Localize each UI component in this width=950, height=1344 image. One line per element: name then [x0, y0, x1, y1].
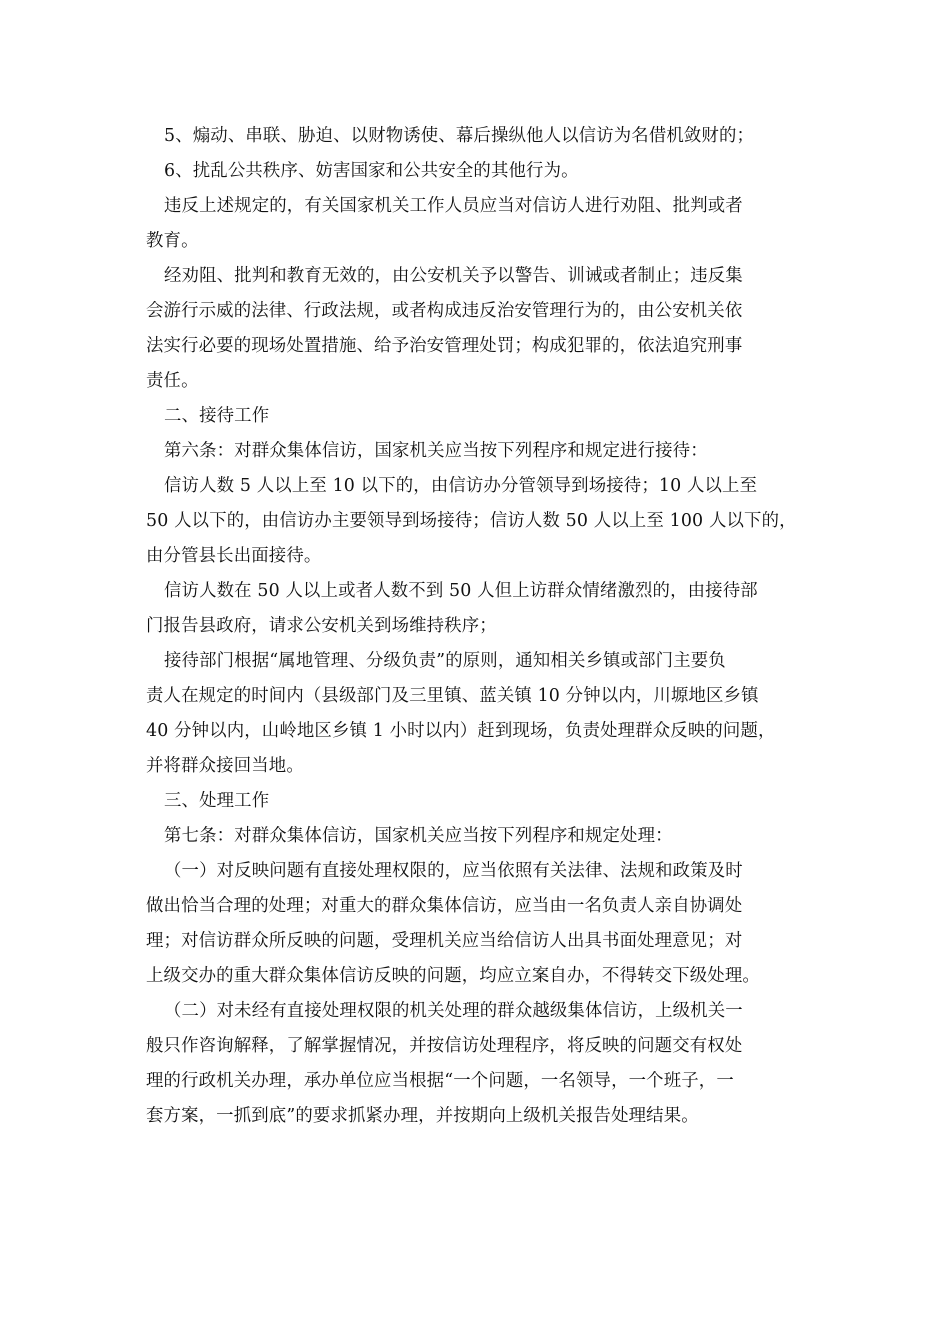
text-line: 经劝阻、批判和教育无效的，由公安机关予以警告、训诫或者制止；违反集: [164, 266, 743, 286]
text-line: 违反上述规定的，有关国家机关工作人员应当对信访人进行劝阻、批判或者: [164, 196, 743, 216]
section-heading: 二、接待工作: [164, 406, 270, 426]
text-line: 第六条：对群众集体信访，国家机关应当按下列程序和规定进行接待：: [164, 441, 708, 461]
text-line: 信访人数在 50 人以上或者人数不到 50 人但上访群众情绪激烈的，由接待部: [164, 581, 758, 601]
text-line: 会游行示威的法律、行政法规，或者构成违反治安管理行为的，由公安机关依: [146, 301, 743, 321]
text-line: 50 人以下的，由信访办主要领导到场接待；信访人数 50 人以上至 100 人以下的，: [146, 511, 797, 531]
text-line: 责人在规定的时间内（县级部门及三里镇、蓝关镇 10 分钟以内，川塬地区乡镇: [146, 686, 759, 706]
text-line: 责任。: [146, 371, 199, 391]
text-line: 由分管县长出面接待。: [146, 546, 322, 566]
text-line: 并将群众接回当地。: [146, 756, 304, 776]
text-line: 5、煽动、串联、胁迫、以财物诱使、幕后操纵他人以信访为名借机敛财的；: [164, 126, 755, 146]
text-line: 教育。: [146, 231, 199, 251]
text-line: 理；对信访群众所反映的问题，受理机关应当给信访人出具书面处理意见；对: [146, 931, 743, 951]
text-line: 法实行必要的现场处置措施、给予治安管理处罚；构成犯罪的，依法追究刑事: [146, 336, 743, 356]
text-line: 接待部门根据“属地管理、分级负责”的原则，通知相关乡镇或部门主要负: [164, 651, 726, 671]
text-line: 理的行政机关办理，承办单位应当根据“一个问题，一名领导，一个班子，一: [146, 1071, 734, 1091]
text-line: 第七条：对群众集体信访，国家机关应当按下列程序和规定处理：: [164, 826, 673, 846]
text-line: 40 分钟以内，山岭地区乡镇 1 小时以内）赶到现场，负责处理群众反映的问题，: [146, 721, 776, 741]
text-line: （二）对未经有直接处理权限的机关处理的群众越级集体信访，上级机关一: [164, 1001, 743, 1021]
text-line: 做出恰当合理的处理；对重大的群众集体信访，应当由一名负责人亲自协调处: [146, 896, 743, 916]
text-line: 套方案，一抓到底”的要求抓紧办理，并按期向上级机关报告处理结果。: [146, 1106, 699, 1126]
text-line: 般只作咨询解释，了解掌握情况，并按信访处理程序，将反映的问题交有权处: [146, 1036, 743, 1056]
text-line: （一）对反映问题有直接处理权限的，应当依照有关法律、法规和政策及时: [164, 861, 743, 881]
text-line: 信访人数 5 人以上至 10 以下的，由信访办分管领导到场接待；10 人以上至: [164, 476, 758, 496]
text-line: 6、扰乱公共秩序、妨害国家和公共安全的其他行为。: [164, 161, 579, 181]
section-heading: 三、处理工作: [164, 791, 270, 811]
text-line: 上级交办的重大群众集体信访反映的问题，均应立案自办，不得转交下级处理。: [146, 966, 760, 986]
text-line: 门报告县政府，请求公安机关到场维持秩序；: [146, 616, 497, 636]
